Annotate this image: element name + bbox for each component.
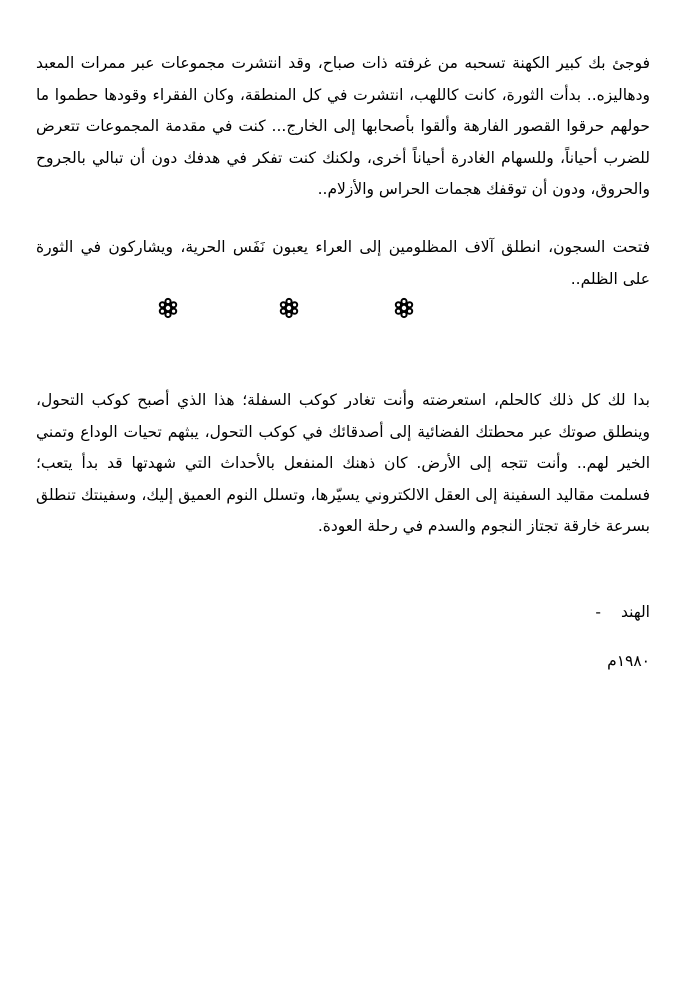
flower-ornament-icon bbox=[157, 297, 179, 319]
signature-year: ١٩٨٠م bbox=[607, 652, 650, 670]
flower-ornament-icon bbox=[393, 297, 415, 319]
paragraph-3: بدا لك كل ذلك كالحلم، استعرضته وأنت تغادر كوكب السفلة؛ هذا الذي أصبح كوكب التحول، وينطلق صوتك عبر محطتك الفضائية إلى أصدقائك في كوكب التحول، يبثهم تحيات الوداع وتمني الخير لهم.. وأنت تتجه إلى الأرض. كان ذهنك المنفعل بالأحداث التي شهدتها قد بدأ يتعب؛ فسلمت مقاليد السفينة إلى العقل الالكتروني يسيّرها، وتسلل النوم العميق إليك، وسفينتك تنطلق بسرعة خارقة تجتاز النجوم والسدم في رحلة العودة. bbox=[36, 391, 650, 535]
place-name: الهند bbox=[621, 603, 650, 621]
paragraph-2: فتحت السجون، انطلق آلاف المظلومين إلى العراء يعبون نَفَس الحرية، ويشاركون في الثورة على الظلم.. bbox=[36, 238, 650, 288]
signature-place bbox=[595, 600, 650, 624]
paragraph-1: فوجئ بك كبير الكهنة تسحبه من غرفته ذات صباح، وقد انتشرت مجموعات عبر ممرات المعبد ودهاليزه.. بدأت الثورة، كانت كاللهب، انتشرت في كل المنطقة، وكان الفقراء وقودها حطموا ما حولهم حرقوا القصور الفارهة وألقوا بأصحابها إلى الخارج... كنت في مقدمة المجموعات تتعرض للضرب أحياناً، وللسهام الغادرة أحياناً أخرى، ولكنك كنت تفكر في هدفك دون أن تبالي بالجروح والحروق، ودون أن توقفك هجمات الحراس والأزلام.. bbox=[36, 54, 650, 198]
section-divider bbox=[0, 297, 686, 327]
flower-ornament-icon bbox=[278, 297, 300, 319]
place-dash: - bbox=[595, 603, 601, 621]
